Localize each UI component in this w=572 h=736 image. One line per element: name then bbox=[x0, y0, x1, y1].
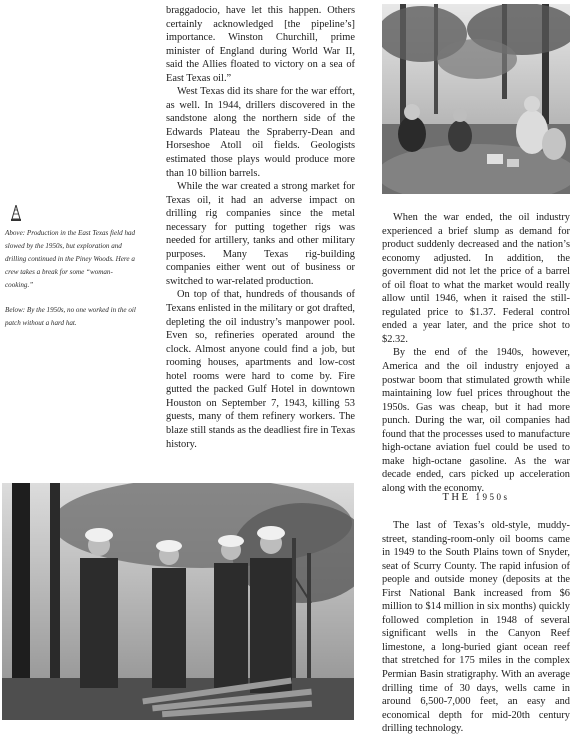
caption-below: Below: By the 1950s, no one worked in the oil patch without a hard hat. bbox=[5, 306, 136, 327]
paragraph: West Texas did its share for the war effort, as well. In 1944, drillers discovered in the sandstone along the northern side of the Edwards Plateau the Spraberry-Dean and Horseshoe Atoll oil fields. Geologists estimated those plays would produce more than 10 billion barrels. bbox=[166, 86, 355, 179]
photo-crew-picnic bbox=[382, 4, 570, 194]
caption-above: Above: Production in the East Texas field had slowed by the 1950s, but exploration and drilling continued in the Piney Woods. Here a crew takes a break for some “woman-cooking.” bbox=[5, 229, 136, 289]
section-heading-prefix: THE bbox=[442, 492, 471, 503]
paragraph: The last of Texas’s old-style, muddy-street, standing-room-only oil booms came in 1949 to the South Plains town of Snyder, seat of Scurry County. The rapid infusion of people and outside money (deposits at the First National Bank increased from $6 million to $14 million in six months) quickly followed completion in 1948 of several significant wells in the Canyon Reef limestone, a long-buried giant ocean reef that stretched for 175 miles in the complex Permian Basin stratigraphy. With an average drilling time of 30 days, wells came in around 6,500-7,000 feet, an easy and economical depth for mid-20th century drilling technology. bbox=[382, 520, 570, 735]
paragraph: When the war ended, the oil industry experienced a brief slump as demand for product suddenly decreased and the nation’s economy adjusted. In addition, the government did not let the price of a barrel of oil float to what the market would really allow until 1946, when it raised the still-regulated price to $1.37. Federal control ended a year later, and the price shot to $2.32. bbox=[382, 212, 570, 345]
photo-captions-sidebar bbox=[5, 205, 137, 342]
photo-workers-hard-hats bbox=[2, 483, 354, 720]
section-heading-decade: 1950s bbox=[475, 492, 510, 502]
paragraph: On top of that, hundreds of thousands of Texans enlisted in the military or got drafted, depleting the oil industry’s manpower pool. Even so, refineries operated around the clock. Almost anyone could find a job, but rooming houses, apartments and low-cost hotel rooms were hard to come by. Fire gutted the packed Gulf Hotel in downtown Houston on September 7, 1943, killing 53 guests, many of them refinery workers. The blaze still stands as the deadliest fire in Texas history. bbox=[166, 289, 355, 450]
body-column-middle bbox=[166, 4, 355, 451]
paragraph: braggadocio, have let this happen. Others certainly acknowledged [the pipeline’s] importance. Winston Churchill, prime minister of England during World War II, said the Allies floated to victory on a sea of East Texas oil.” bbox=[166, 5, 355, 84]
oil-derrick-icon bbox=[11, 205, 21, 221]
body-column-right-lower bbox=[382, 519, 570, 736]
body-column-right-upper bbox=[382, 211, 570, 495]
section-heading bbox=[382, 492, 570, 503]
paragraph: By the end of the 1940s, however, America and the oil industry enjoyed a postwar boom that stimulated growth while maintaining low fuel prices throughout the 1950s. Gas was cheap, but it had more punch. During the war, oil companies had found that the processes used to manufacture high-octane aviation fuel could be used to make high-octane gasoline. As the war decade ended, cars picked up acceleration along with the economy. bbox=[382, 347, 570, 494]
paragraph: While the war created a strong market for Texas oil, it had an adverse impact on drilling rig companies since the metal necessary for putting together rigs was needed for artillery, tanks and other military purposes. Many Texas rig-building companies either went out of business or switched to war-related production. bbox=[166, 181, 355, 287]
